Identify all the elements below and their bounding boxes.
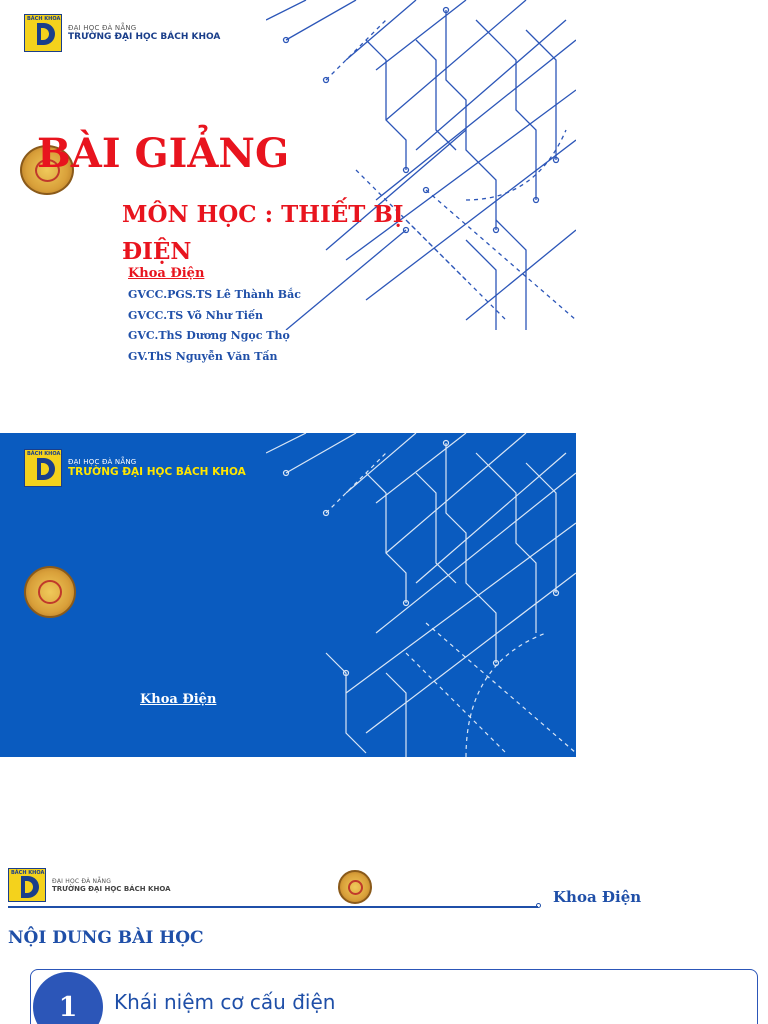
faculty-name: Khoa Điện	[128, 266, 205, 281]
header-divider	[8, 906, 538, 908]
logo-title: TRƯỜNG ĐẠI HỌC BÁCH KHOA	[68, 32, 221, 42]
faculty-seal-icon	[338, 870, 372, 904]
university-logo	[8, 868, 171, 902]
lecturer-name: GVCC.TS Võ Như Tiến	[128, 308, 263, 322]
bach-khoa-logo-icon: BÁCH KHOA	[24, 14, 62, 52]
bach-khoa-logo-icon: BÁCH KHOA	[24, 449, 62, 487]
logo-subtitle: ĐẠI HỌC ĐÀ NẴNG	[52, 877, 112, 885]
circuit-pattern-graphic	[266, 433, 576, 757]
lecturer-list	[128, 288, 301, 370]
lecture-title: BÀI GIẢNG	[37, 130, 290, 177]
faculty-name: Khoa Điện	[140, 692, 217, 707]
content-title: NỘI DUNG BÀI HỌC	[8, 928, 204, 948]
title-slide	[0, 0, 576, 389]
university-logo	[24, 449, 246, 487]
circuit-pattern-graphic	[266, 0, 576, 330]
logo-subtitle: ĐẠI HỌC ĐÀ NẴNG	[68, 458, 137, 466]
bach-khoa-logo-icon: BÁCH KHOA	[8, 868, 46, 902]
logo-title: TRƯỜNG ĐẠI HỌC BÁCH KHOA	[52, 884, 171, 893]
faculty-name: Khoa Điện	[553, 888, 642, 906]
item-text: Khái niệm cơ cấu điện	[114, 990, 336, 1014]
content-slide	[0, 860, 768, 1024]
subject-title: MÔN HỌC : THIẾT BỊ ĐIỆN	[122, 201, 404, 265]
closing-slide	[0, 433, 576, 757]
lecturer-name: GV.ThS Nguyễn Văn Tấn	[128, 349, 278, 363]
logo-title: TRƯỜNG ĐẠI HỌC BÁCH KHOA	[68, 466, 246, 478]
item-number-badge: 1	[33, 972, 103, 1024]
faculty-seal-icon	[24, 566, 76, 618]
lecturer-name: GVC.ThS Dương Ngọc Thọ	[128, 329, 290, 342]
university-logo	[24, 14, 220, 52]
lecturer-name: GVCC.PGS.TS Lê Thành Bắc	[128, 288, 301, 301]
content-item-card	[30, 969, 758, 1024]
logo-subtitle: ĐẠI HỌC ĐÀ NẴNG	[68, 24, 137, 32]
header-divider-dot	[536, 903, 541, 908]
